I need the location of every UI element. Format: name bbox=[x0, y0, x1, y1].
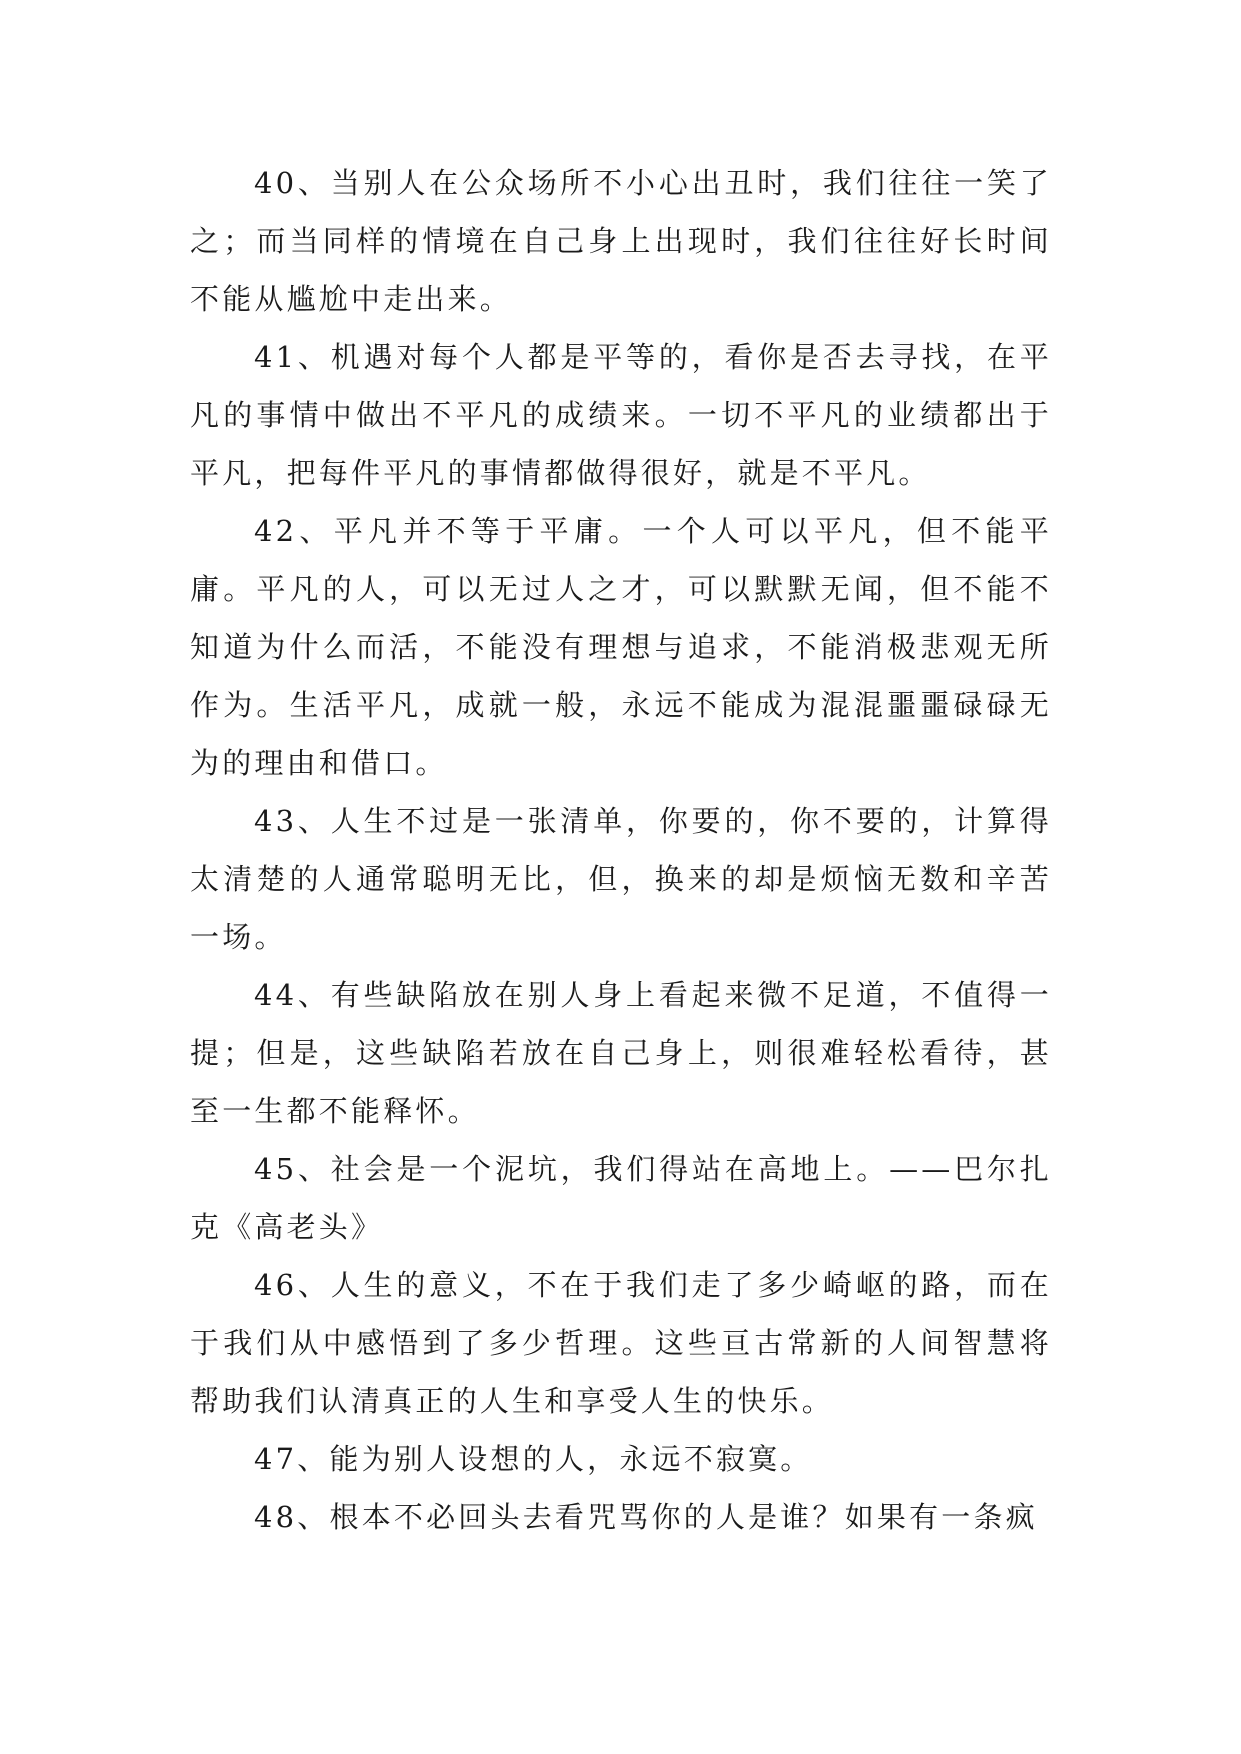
paragraph-42: 42、平凡并不等于平庸。一个人可以平凡，但不能平庸。平凡的人，可以无过人之才，可以默默无闻，但不能不知道为什么而活，不能没有理想与追求，不能消极悲观无所作为。生活平凡，成就一般，永远不能成为混混噩噩碌碌无为的理由和借口。 bbox=[190, 514, 1052, 780]
paragraph-48: 48、根本不必回头去看咒骂你的人是谁？如果有一条疯 bbox=[254, 1500, 1038, 1534]
document-body bbox=[190, 154, 1052, 1546]
paragraph-43: 43、人生不过是一张清单，你要的，你不要的，计算得太清楚的人通常聪明无比，但，换来的却是烦恼无数和辛苦一场。 bbox=[190, 804, 1052, 954]
paragraph-41: 41、机遇对每个人都是平等的，看你是否去寻找，在平凡的事情中做出不平凡的成绩来。一切不平凡的业绩都出于平凡，把每件平凡的事情都做得很好，就是不平凡。 bbox=[190, 340, 1052, 490]
paragraph-47: 47、能为别人设想的人，永远不寂寞。 bbox=[254, 1442, 813, 1476]
paragraph-46: 46、人生的意义，不在于我们走了多少崎岖的路，而在于我们从中感悟到了多少哲理。这些亘古常新的人间智慧将帮助我们认清真正的人生和享受人生的快乐。 bbox=[190, 1268, 1052, 1418]
paragraph-40: 40、当别人在公众场所不小心出丑时，我们往往一笑了之；而当同样的情境在自己身上出现时，我们往往好长时间不能从尴尬中走出来。 bbox=[190, 166, 1052, 316]
paragraph-45: 45、社会是一个泥坑，我们得站在高地上。——巴尔扎克《高老头》 bbox=[190, 1152, 1052, 1244]
paragraph-44: 44、有些缺陷放在别人身上看起来微不足道，不值得一提；但是，这些缺陷若放在自己身上，则很难轻松看待，甚至一生都不能释怀。 bbox=[190, 978, 1052, 1128]
